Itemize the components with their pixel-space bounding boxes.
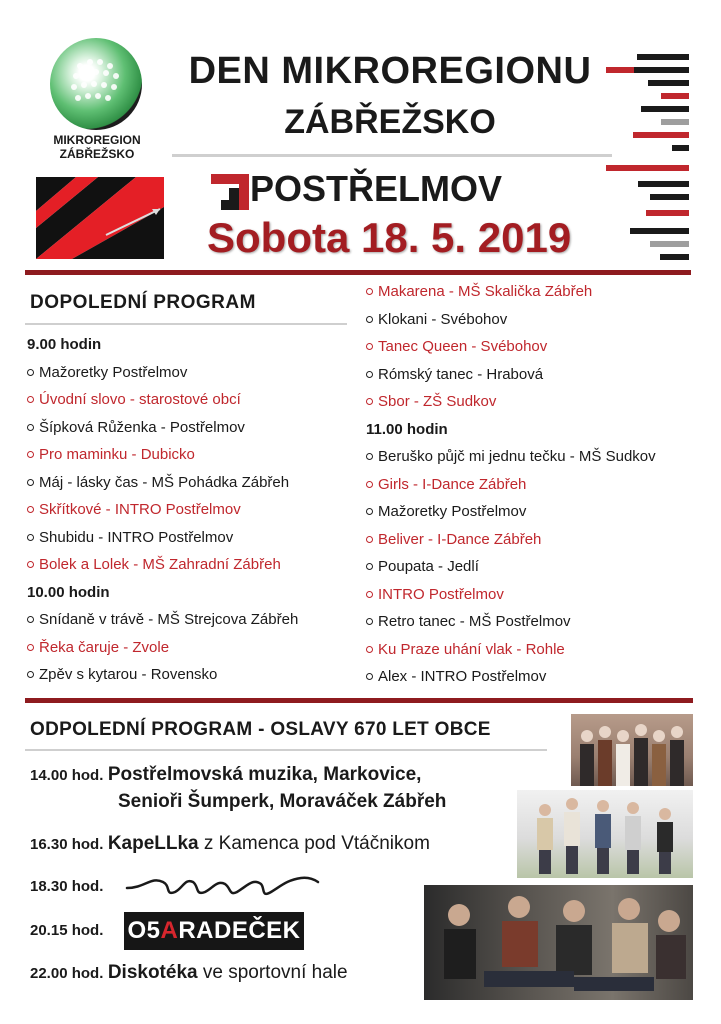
program-item-label: Snídaně v trávě - MŠ Strejcova Zábřeh [39, 611, 299, 628]
program-item-label: 9.00 hodin [27, 336, 102, 353]
section-divider-middle [25, 698, 693, 703]
program-item-label: Máj - lásky čas - MŠ Pohádka Zábřeh [39, 473, 290, 491]
program-item [27, 606, 298, 634]
bullet-icon [366, 618, 373, 625]
program-item [27, 661, 298, 689]
event-row-5 [30, 962, 348, 984]
program-item [27, 496, 298, 524]
program-item-label: Bolek a Lolek - MŠ Zahradní Zábřeh [39, 556, 281, 573]
program-item-label: Retro tanec - MŠ Postřelmov [378, 613, 571, 630]
morning-heading-underline [25, 323, 347, 325]
program-item-label: Pro maminku - Dubicko [39, 446, 195, 463]
logo-text [38, 133, 156, 161]
event-time: 22.00 hod. [30, 965, 104, 982]
program-item [27, 386, 298, 414]
event-detail: z Kamenca pod Vtáčnikom [198, 833, 430, 854]
logo-grid-icon [50, 38, 142, 130]
program-item [27, 551, 298, 579]
bullet-icon [366, 508, 373, 515]
program-item [366, 581, 656, 609]
title-divider [172, 154, 612, 157]
event-row-1b [118, 791, 446, 813]
bullet-icon [366, 316, 373, 323]
bullet-icon [27, 424, 34, 431]
event-performer: Senioři Šumperk, Moraváček Zábřeh [118, 791, 447, 812]
program-item-label: Rómský tanec - Hrabová [378, 365, 544, 383]
band-photo [424, 885, 693, 1000]
bullet-icon [366, 481, 373, 488]
program-item [366, 526, 656, 554]
program-item [366, 663, 656, 691]
program-item-label: Mažoretky Postřelmov [39, 363, 188, 381]
program-item [27, 524, 298, 552]
bullet-icon [27, 671, 34, 678]
program-item-label: Úvodní slovo - starostové obcí [39, 391, 241, 408]
program-time-heading [27, 331, 298, 359]
arrow-logo-icon [211, 174, 249, 214]
morning-left-list [27, 331, 298, 689]
program-item-label: Ku Praze uhání vlak - Rohle [378, 640, 565, 658]
bullet-icon [366, 591, 373, 598]
event-detail: ve sportovní hale [197, 962, 348, 983]
group-photo-1 [571, 714, 693, 786]
title-line1: DEN MIKROREGIONU [188, 50, 592, 92]
bullet-icon [27, 506, 34, 513]
program-item-label: Skřítkové - INTRO Postřelmov [39, 501, 241, 518]
bullet-icon [366, 453, 373, 460]
program-item-label: Shubidu - INTRO Postřelmov [39, 528, 234, 546]
band-signature-logo [125, 870, 320, 904]
program-item [366, 553, 656, 581]
bullet-icon [366, 398, 373, 405]
program-item-label: Zpěv s kytarou - Rovensko [39, 666, 218, 683]
village-name: POSTŘELMOV [250, 168, 503, 209]
program-item [366, 361, 656, 389]
bullet-icon [27, 616, 34, 623]
bullet-icon [366, 536, 373, 543]
bullet-icon [27, 561, 34, 568]
program-item [366, 471, 656, 499]
event-time: 20.15 hod. [30, 922, 104, 939]
program-item [366, 278, 656, 306]
program-item [366, 306, 656, 334]
program-time-heading [366, 416, 656, 444]
title-line2: ZÁBŘEŽSKO [284, 103, 496, 141]
afternoon-heading-underline [25, 749, 547, 751]
morning-right-list [366, 278, 656, 691]
program-item-label: Šípková Růženka - Postřelmov [39, 418, 245, 436]
program-item [27, 469, 298, 497]
bullet-icon [27, 479, 34, 486]
program-item [27, 359, 298, 387]
event-row-2 [30, 833, 430, 855]
event-performer: Postřelmovská muzika, Markovice, [107, 764, 422, 785]
program-item-label: INTRO Postřelmov [378, 585, 504, 603]
bullet-icon [366, 673, 373, 680]
program-item [27, 414, 298, 442]
program-time-heading [27, 579, 298, 607]
program-item-label: Tanec Queen - Svébohov [378, 338, 548, 355]
logo-line2: ZÁBŘEŽSKO [59, 147, 135, 161]
program-item-label: Řeka čaruje - Zvole [39, 638, 170, 656]
band-logo: O5ARADEČEK [124, 912, 304, 950]
event-row-1 [30, 764, 421, 786]
village-flag-icon [36, 177, 164, 259]
program-item-label: Girls - I-Dance Zábřeh [378, 475, 527, 493]
program-item [366, 333, 656, 361]
program-item [366, 388, 656, 416]
event-row-3 [30, 878, 103, 896]
event-time: 14.00 hod. [30, 767, 104, 784]
event-time: 18.30 hod. [30, 878, 104, 895]
bullet-icon [27, 451, 34, 458]
program-item-label: Makarena - MŠ Skalička Zábřeh [378, 283, 593, 300]
program-item-label: Sbor - ZŠ Sudkov [378, 393, 497, 410]
event-row-4 [30, 922, 103, 940]
event-performer: KapeLLka [107, 833, 199, 854]
program-item [366, 443, 656, 471]
program-item-label: 10.00 hodin [27, 583, 110, 601]
event-date: Sobota 18. 5. 2019 [207, 214, 572, 261]
bullet-icon [366, 288, 373, 295]
group-photo-2 [517, 790, 693, 878]
program-item-label: Poupata - Jedlí [378, 558, 479, 575]
bullet-icon [27, 396, 34, 403]
program-item-label: 11.00 hodin [366, 420, 448, 438]
event-time: 16.30 hod. [30, 836, 104, 853]
program-item [366, 498, 656, 526]
bullet-icon [27, 369, 34, 376]
program-item-label: Beliver - I-Dance Zábřeh [378, 530, 542, 548]
program-item [27, 441, 298, 469]
program-item [366, 636, 656, 664]
program-item-label: Klokani - Svébohov [378, 310, 508, 328]
section-divider-top [25, 270, 691, 275]
program-item [366, 608, 656, 636]
program-item-label: Beruško půjč mi jednu tečku - MŠ Sudkov [378, 448, 656, 465]
program-item-label: Alex - INTRO Postřelmov [378, 668, 547, 685]
bullet-icon [366, 343, 373, 350]
program-item [27, 634, 298, 662]
program-item-label: Mažoretky Postřelmov [378, 503, 527, 520]
bullet-icon [366, 646, 373, 653]
morning-heading: DOPOLEDNÍ PROGRAM [30, 292, 256, 313]
bullet-icon [27, 534, 34, 541]
event-performer: Diskotéka [107, 962, 198, 983]
bullet-icon [27, 644, 34, 651]
bullet-icon [366, 371, 373, 378]
logo-line1: MIKROREGION [53, 133, 141, 147]
bullet-icon [366, 563, 373, 570]
afternoon-heading: ODPOLEDNÍ PROGRAM - OSLAVY 670 LET OBCE [30, 719, 491, 740]
